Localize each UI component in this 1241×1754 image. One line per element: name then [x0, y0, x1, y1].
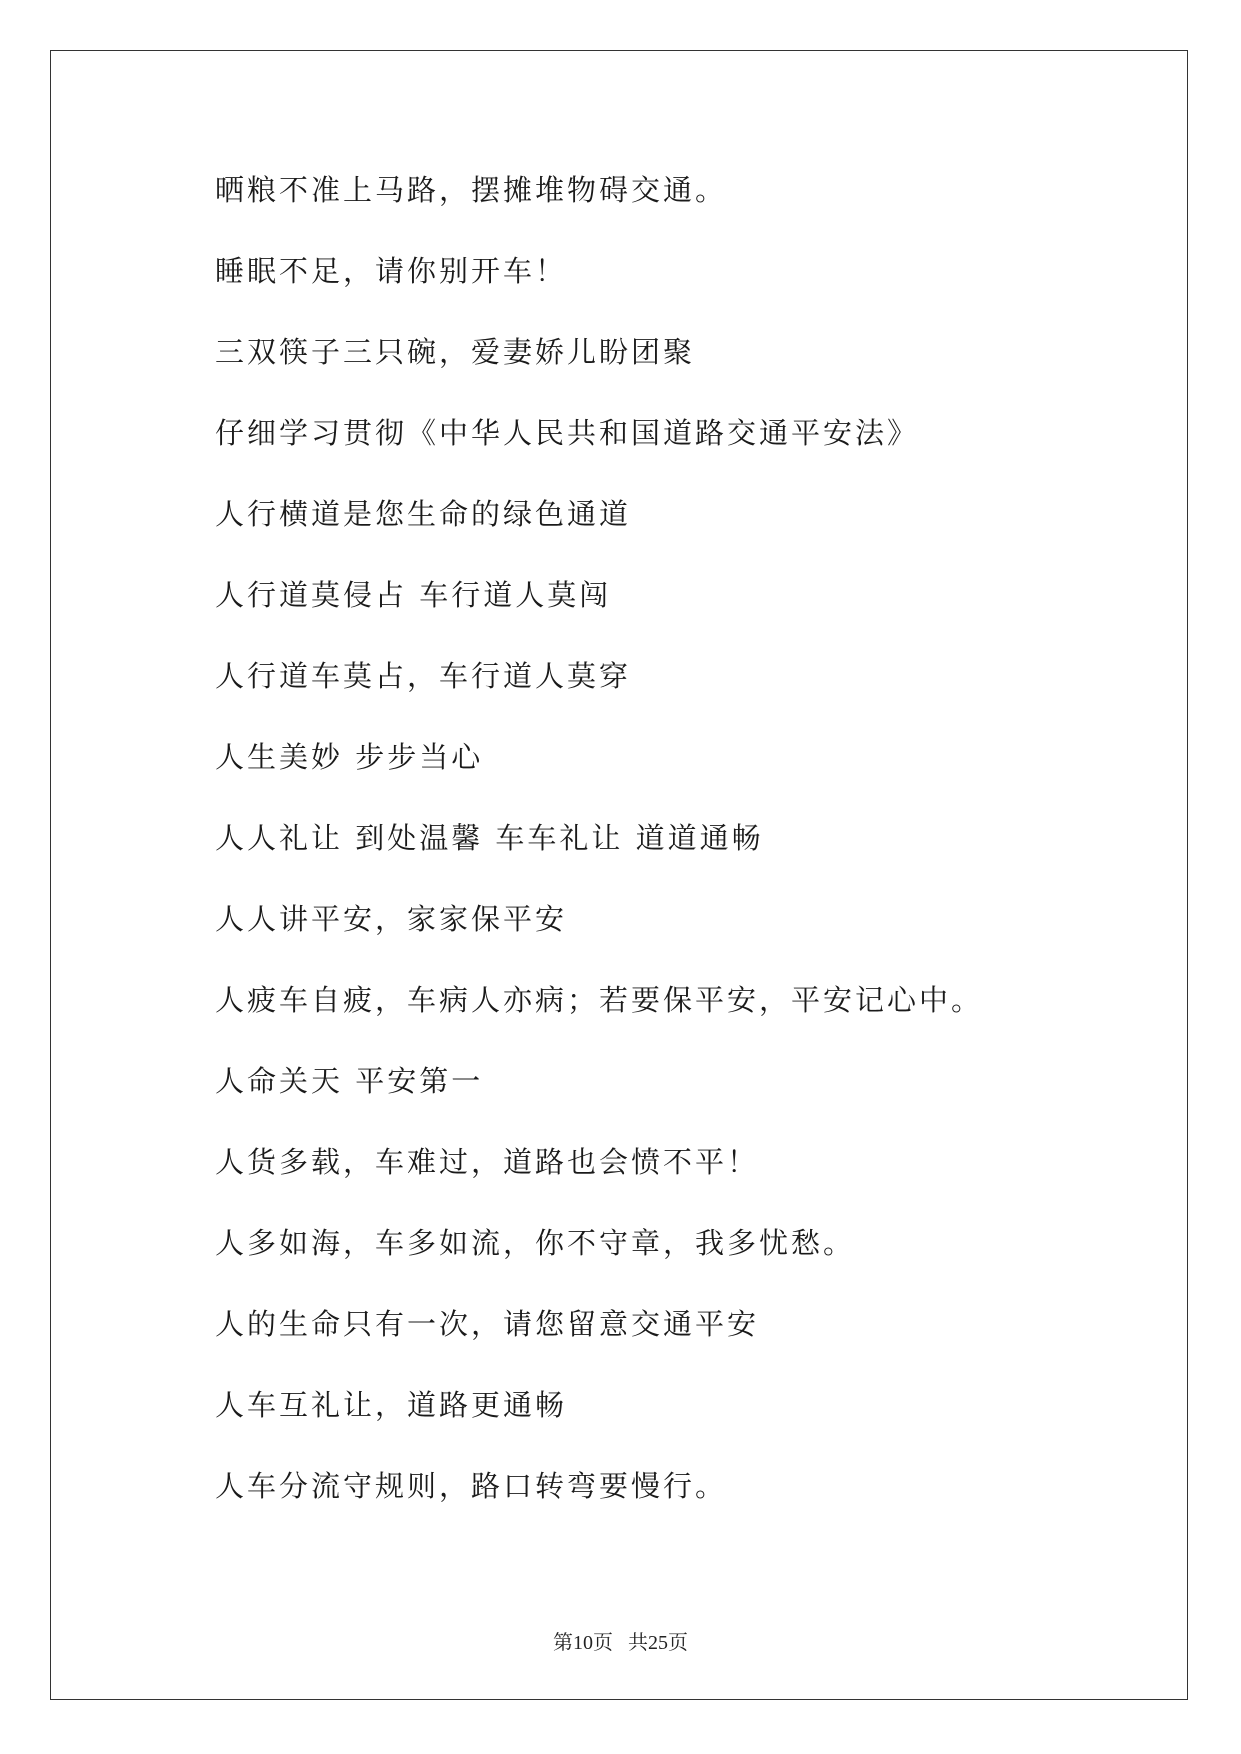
text-line: 人人讲平安，家家保平安 [215, 902, 568, 936]
text-line: 人生美妙 步步当心 [215, 740, 484, 774]
text-line: 人行横道是您生命的绿色通道 [215, 497, 632, 531]
text-line: 人人礼让 到处温馨 车车礼让 道道通畅 [215, 821, 764, 855]
text-line: 人行道莫侵占 车行道人莫闯 [215, 578, 612, 612]
page-number-footer [0, 1626, 1241, 1655]
text-line: 仔细学习贯彻《中华人民共和国道路交通平安法》 [215, 416, 920, 450]
text-line: 三双筷子三只碗，爱妻娇儿盼团聚 [215, 335, 696, 369]
page-total: 共25页 [628, 1632, 688, 1654]
text-line: 睡眠不足，请你别开车！ [215, 254, 568, 288]
text-line: 晒粮不准上马路，摆摊堆物碍交通。 [215, 173, 728, 207]
text-line: 人多如海，车多如流，你不守章，我多忧愁。 [215, 1226, 856, 1260]
text-line: 人疲车自疲，车病人亦病；若要保平安，平安记心中。 [215, 983, 984, 1017]
text-line: 人行道车莫占，车行道人莫穿 [215, 659, 632, 693]
page-number: 第10页 [553, 1632, 613, 1654]
document-body [215, 170, 1115, 1547]
text-line: 人车分流守规则，路口转弯要慢行。 [215, 1469, 728, 1503]
text-line: 人货多载，车难过，道路也会愤不平！ [215, 1145, 760, 1179]
text-line: 人命关天 平安第一 [215, 1064, 484, 1098]
text-line: 人车互礼让，道路更通畅 [215, 1388, 568, 1422]
text-line: 人的生命只有一次，请您留意交通平安 [215, 1307, 760, 1341]
